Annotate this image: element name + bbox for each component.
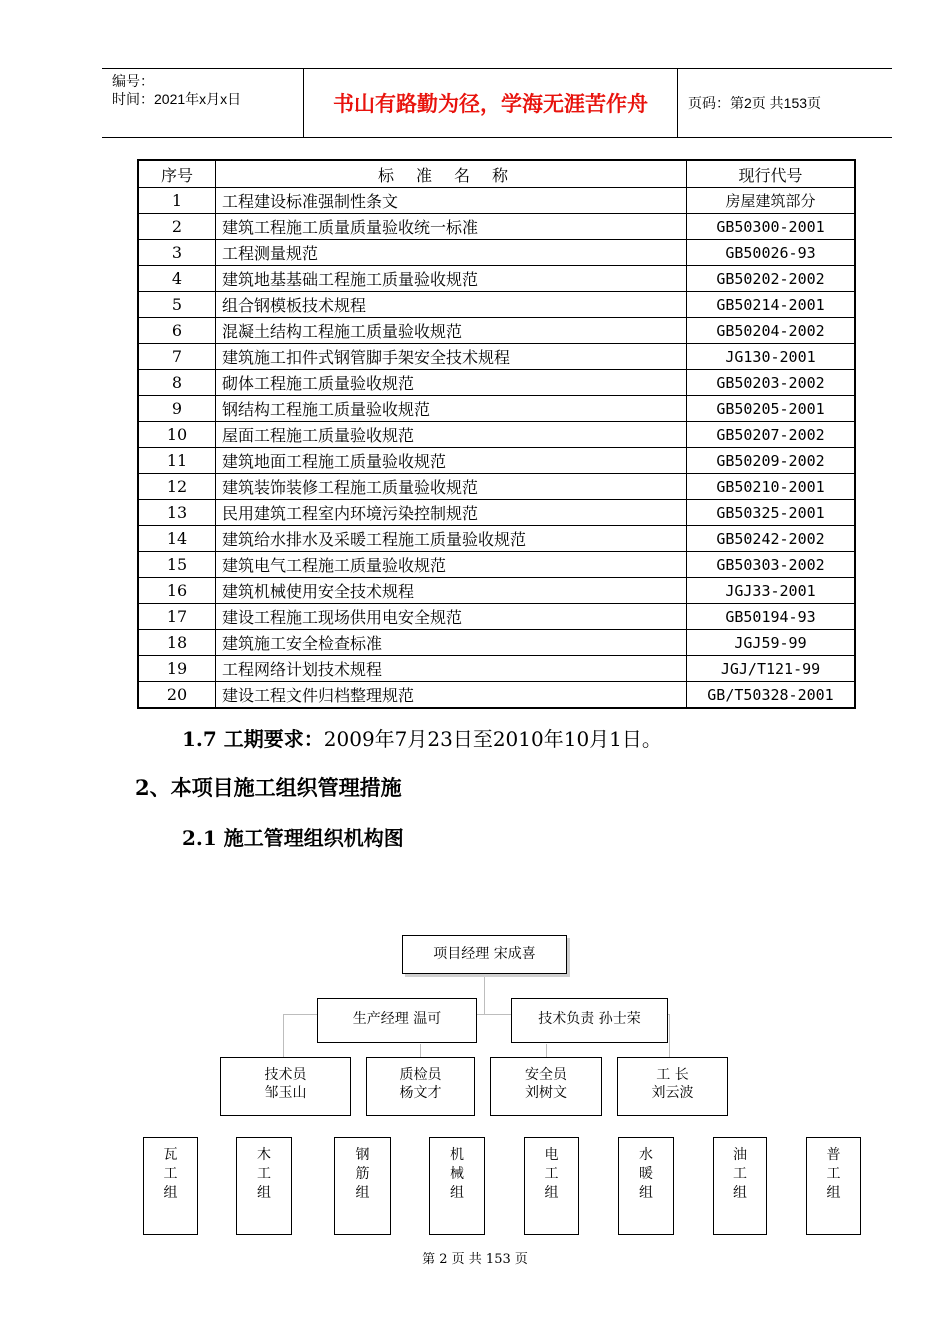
table-row — [138, 214, 855, 240]
row-number: 10 — [138, 422, 216, 448]
org-node-technician — [220, 1057, 351, 1116]
standard-code: GB50202-2002 — [687, 266, 856, 292]
standard-code: JGJ59-99 — [687, 630, 856, 656]
standard-name: 建筑机械使用安全技术规程 — [216, 578, 687, 604]
row-number: 5 — [138, 292, 216, 318]
column-header-number: 序号 — [138, 160, 216, 188]
standard-name: 屋面工程施工质量验收规范 — [216, 422, 687, 448]
connector-line — [484, 974, 485, 1014]
standard-code: GB50026-93 — [687, 240, 856, 266]
team-box: 瓦 工 组 — [143, 1137, 198, 1235]
row-number: 20 — [138, 682, 216, 709]
row-number: 16 — [138, 578, 216, 604]
standard-code: GB50194-93 — [687, 604, 856, 630]
standard-name: 工程网络计划技术规程 — [216, 656, 687, 682]
standard-code: GB50205-2001 — [687, 396, 856, 422]
standard-name: 建筑电气工程施工质量验收规范 — [216, 552, 687, 578]
standard-code: GB50325-2001 — [687, 500, 856, 526]
standard-code: JGJ/T121-99 — [687, 656, 856, 682]
person-name: 刘云波 — [651, 1085, 694, 1101]
connector-line — [283, 1014, 284, 1058]
standard-name: 工程测量规范 — [216, 240, 687, 266]
standard-name: 混凝土结构工程施工质量验收规范 — [216, 318, 687, 344]
standard-code: 房屋建筑部分 — [687, 188, 856, 214]
standard-code: JGJ33-2001 — [687, 578, 856, 604]
team-box: 普 工 组 — [806, 1137, 861, 1235]
standard-name: 建筑施工扣件式钢管脚手架安全技术规程 — [216, 344, 687, 370]
standard-code: GB50300-2001 — [687, 214, 856, 240]
row-number: 3 — [138, 240, 216, 266]
connector-line — [669, 1014, 670, 1058]
connector-line — [420, 1044, 421, 1058]
standard-name: 组合钢模板技术规程 — [216, 292, 687, 318]
table-row — [138, 292, 855, 318]
table-row — [138, 552, 855, 578]
header-meta — [102, 69, 304, 137]
row-number: 6 — [138, 318, 216, 344]
table-row — [138, 682, 855, 709]
standard-name: 钢结构工程施工质量验收规范 — [216, 396, 687, 422]
table-row — [138, 656, 855, 682]
person-name: 杨文才 — [399, 1085, 442, 1101]
standard-code: GB50242-2002 — [687, 526, 856, 552]
standard-name: 建筑工程施工质量质量验收统一标准 — [216, 214, 687, 240]
table-row — [138, 240, 855, 266]
standard-name: 建筑地面工程施工质量验收规范 — [216, 448, 687, 474]
schedule-label: 1.7 工期要求： — [182, 727, 324, 751]
code-label: 编号： — [112, 73, 154, 89]
row-number: 18 — [138, 630, 216, 656]
standard-name: 建筑地基基础工程施工质量验收规范 — [216, 266, 687, 292]
person-name: 刘树文 — [525, 1085, 567, 1101]
row-number: 8 — [138, 370, 216, 396]
table-row — [138, 630, 855, 656]
row-number: 13 — [138, 500, 216, 526]
row-number: 1 — [138, 188, 216, 214]
team-box: 机 械 组 — [429, 1137, 485, 1235]
row-number: 11 — [138, 448, 216, 474]
table-row — [138, 448, 855, 474]
standard-name: 建筑装饰装修工程施工质量验收规范 — [216, 474, 687, 500]
table-row — [138, 396, 855, 422]
standard-code: GB50209-2002 — [687, 448, 856, 474]
row-number: 15 — [138, 552, 216, 578]
standard-name: 建筑给水排水及采暖工程施工质量验收规范 — [216, 526, 687, 552]
page-header — [102, 68, 892, 138]
table-row — [138, 318, 855, 344]
team-box: 电 工 组 — [524, 1137, 579, 1235]
table-header-row — [138, 160, 855, 188]
row-number: 19 — [138, 656, 216, 682]
org-node-safety-officer — [490, 1057, 602, 1116]
role-label: 安全员 — [525, 1067, 567, 1083]
role-label: 质检员 — [399, 1067, 442, 1083]
subsection-heading: 2.1 施工管理组织机构图 — [182, 826, 404, 850]
row-number: 4 — [138, 266, 216, 292]
role-label: 工 长 — [656, 1067, 689, 1083]
standard-code: GB50203-2002 — [687, 370, 856, 396]
org-node-production-manager: 生产经理 温可 — [317, 998, 477, 1043]
row-number: 14 — [138, 526, 216, 552]
row-number: 7 — [138, 344, 216, 370]
table-row — [138, 526, 855, 552]
page-number-label: 页码：第2页 共153页 — [688, 95, 822, 111]
standards-table — [137, 159, 856, 709]
standard-code: JG130-2001 — [687, 344, 856, 370]
column-header-code: 现行代号 — [687, 160, 856, 188]
org-node-project-manager: 项目经理 宋成喜 — [402, 935, 567, 974]
table-row — [138, 500, 855, 526]
standard-code: GB50303-2002 — [687, 552, 856, 578]
schedule-text: 2009年7月23日至2010年10月1日。 — [323, 727, 662, 751]
time-label: 时间：2021年x月x日 — [112, 91, 242, 107]
table-row — [138, 266, 855, 292]
header-motto: 书山有路勤为径，学海无涯苦作舟 — [304, 69, 678, 137]
org-node-foreman — [617, 1057, 728, 1116]
standard-code: GB50204-2002 — [687, 318, 856, 344]
row-number: 12 — [138, 474, 216, 500]
standard-name: 建设工程施工现场供用电安全规范 — [216, 604, 687, 630]
org-node-quality-inspector — [366, 1057, 475, 1116]
standard-name: 民用建筑工程室内环境污染控制规范 — [216, 500, 687, 526]
team-box: 木 工 组 — [236, 1137, 292, 1235]
table-row — [138, 474, 855, 500]
standard-code: GB50210-2001 — [687, 474, 856, 500]
section-heading: 2、本项目施工组织管理措施 — [135, 775, 402, 800]
connector-line — [546, 1044, 547, 1058]
row-number: 2 — [138, 214, 216, 240]
org-node-technical-lead: 技术负责 孙士荣 — [511, 998, 668, 1043]
standard-name: 砌体工程施工质量验收规范 — [216, 370, 687, 396]
table-row — [138, 188, 855, 214]
standard-code: GB/T50328-2001 — [687, 682, 856, 709]
row-number: 17 — [138, 604, 216, 630]
standard-code: GB50214-2001 — [687, 292, 856, 318]
standard-name: 建筑施工安全检查标准 — [216, 630, 687, 656]
standard-name: 建设工程文件归档整理规范 — [216, 682, 687, 709]
role-label: 技术员 — [264, 1067, 307, 1083]
column-header-name: 标准名称 — [216, 160, 687, 188]
standard-name: 工程建设标准强制性条文 — [216, 188, 687, 214]
standard-code: GB50207-2002 — [687, 422, 856, 448]
schedule-paragraph — [182, 723, 662, 752]
table-row — [138, 422, 855, 448]
team-box: 水 暖 组 — [618, 1137, 674, 1235]
row-number: 9 — [138, 396, 216, 422]
table-row — [138, 578, 855, 604]
table-row — [138, 344, 855, 370]
person-name: 邹玉山 — [264, 1085, 307, 1101]
table-row — [138, 370, 855, 396]
team-box: 油 工 组 — [713, 1137, 767, 1235]
page-footer: 第 2 页 共 153 页 — [422, 1252, 528, 1267]
table-row — [138, 604, 855, 630]
team-box: 钢 筋 组 — [334, 1137, 391, 1235]
